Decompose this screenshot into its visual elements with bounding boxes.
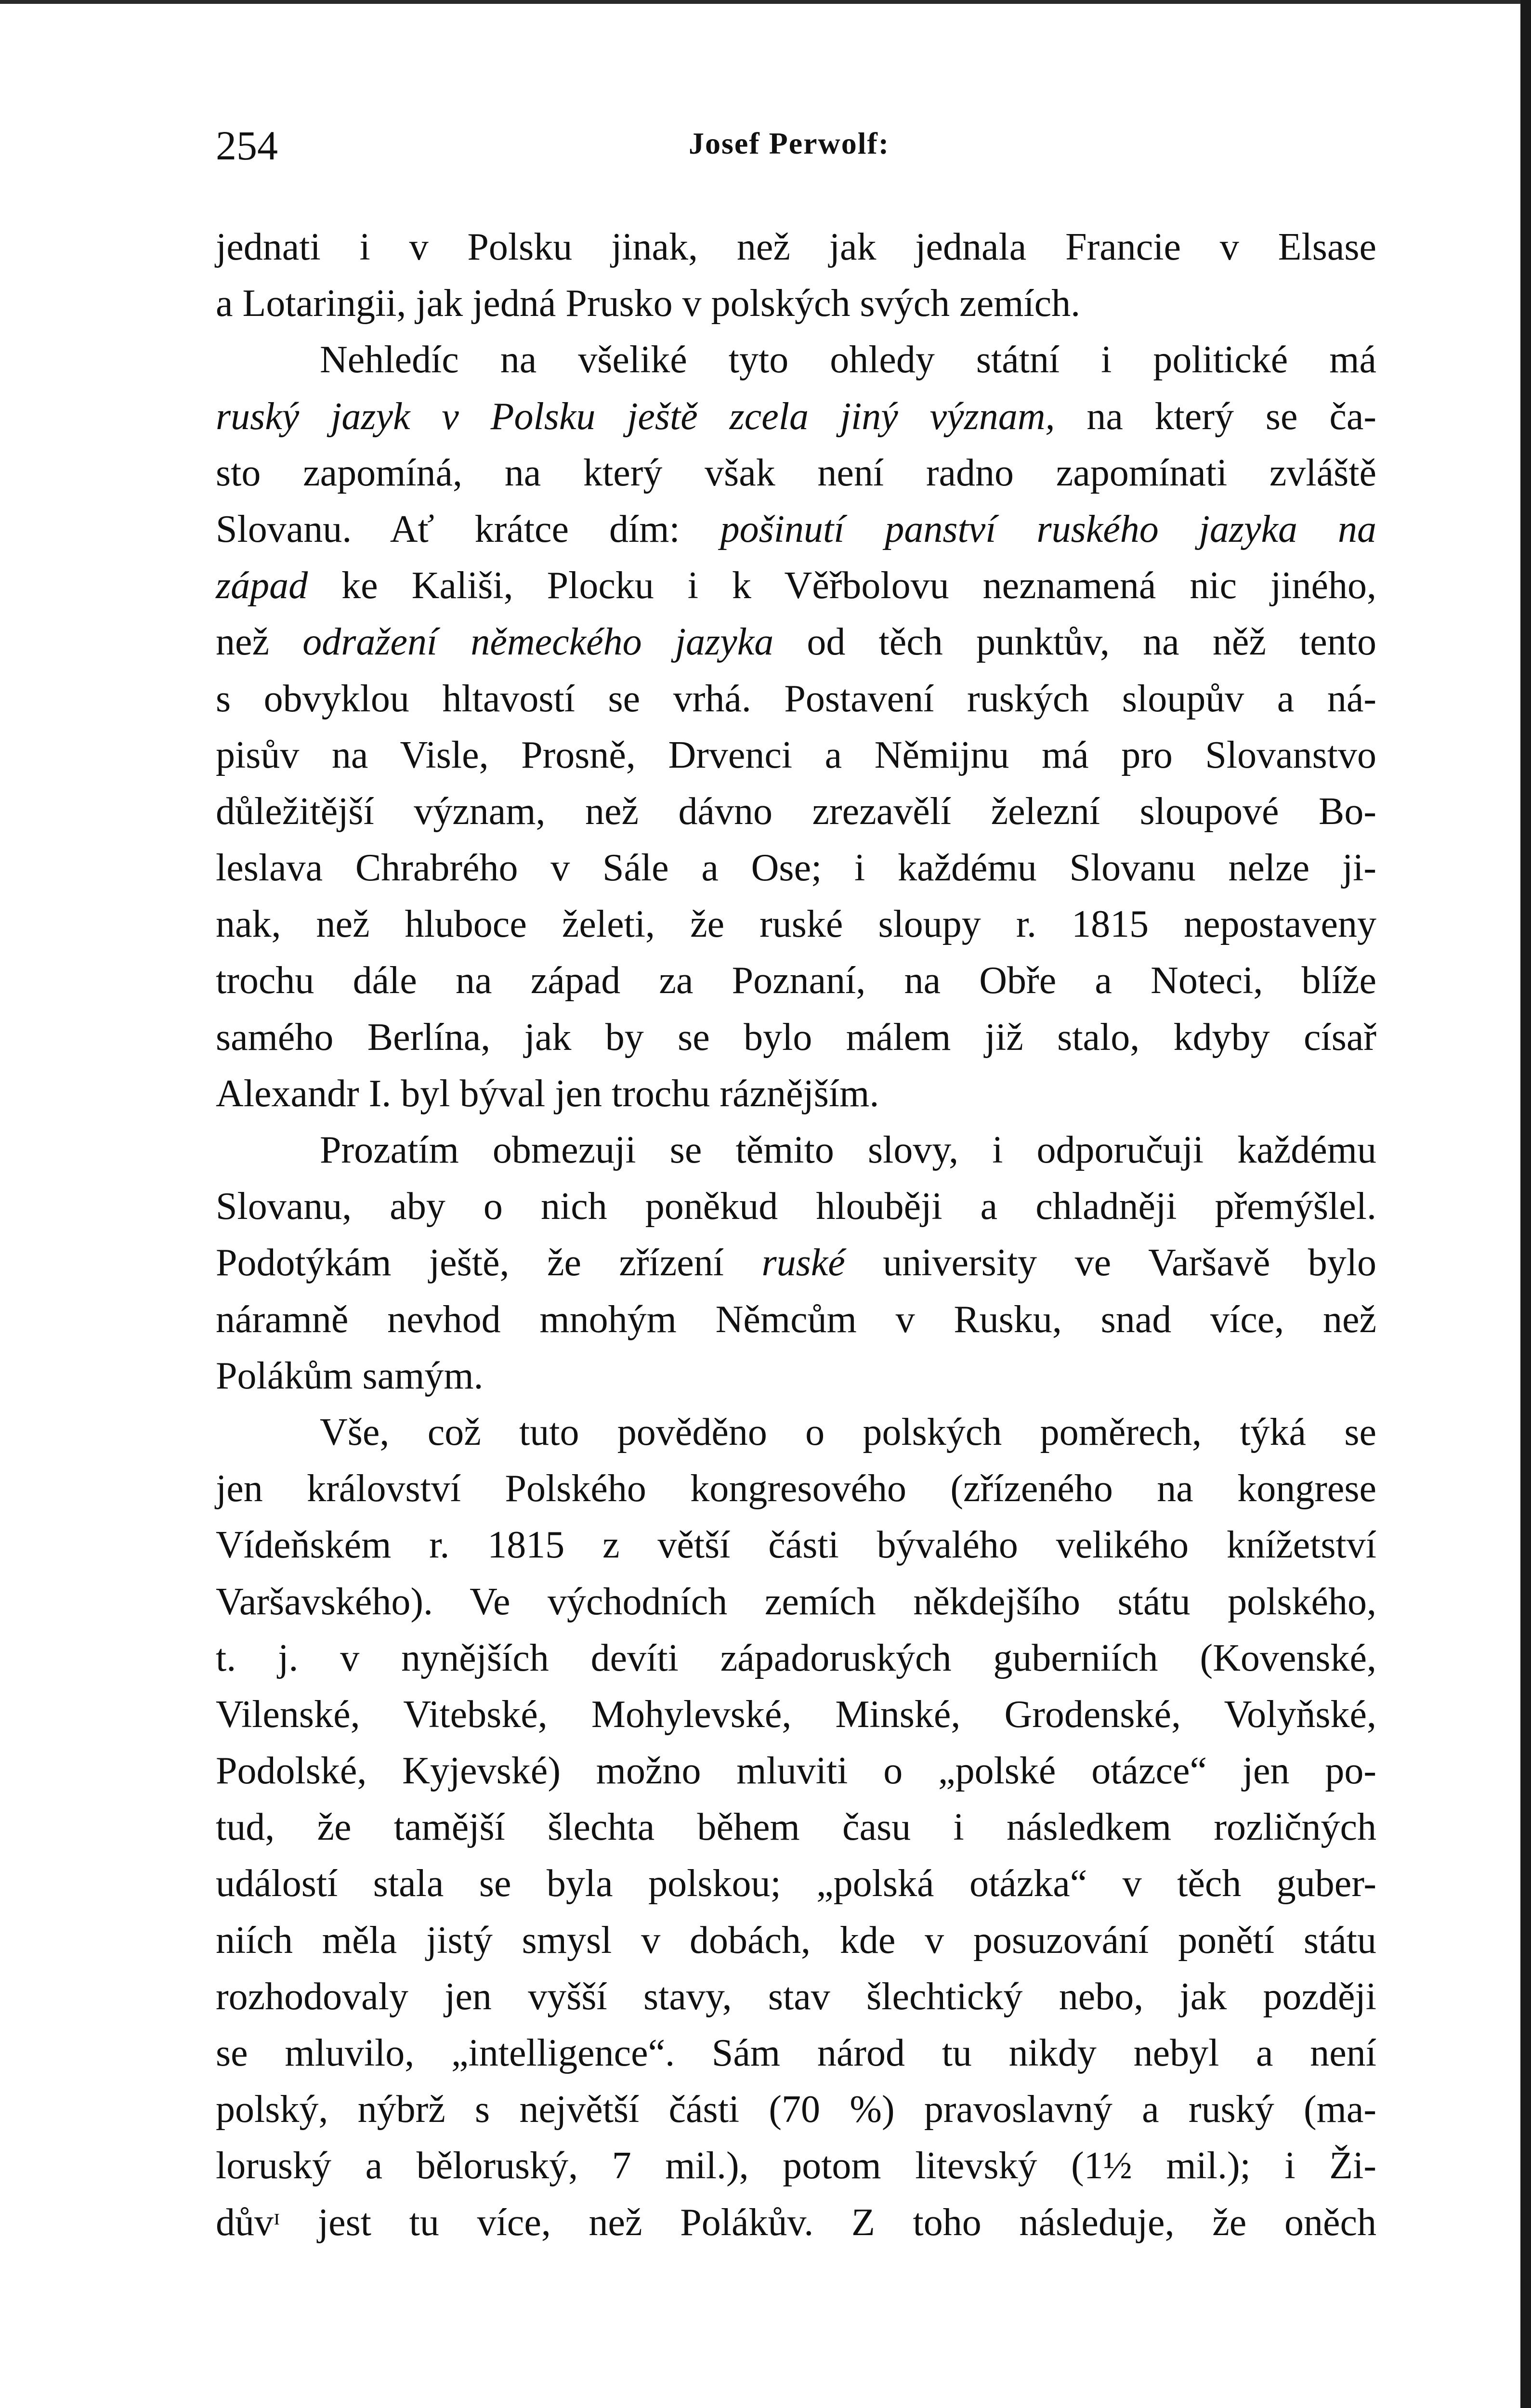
text-fragment: university ve Varšavě bylo (845, 1242, 1377, 1284)
page-header (216, 112, 1381, 169)
text-line: pisův na Visle, Prosně, Drvenci a Němĳnu má pro Slovanstvo (216, 733, 1376, 776)
text-fragment: od těch punktův, na něž tento (773, 621, 1376, 664)
text-line: Nehledíc na všeliké tyto ohledy státní i politické má (320, 339, 1376, 381)
text-line: t. j. v nynějších devíti západoruských guberniích (Kovenské, (216, 1636, 1376, 1679)
text-line: sto zapomíná, na který však není radno zapomínati zvláště (216, 451, 1376, 494)
text-line: niích měla jistý smysl v dobách, kde v posuzování ponětí státu (216, 1919, 1376, 1962)
italic-phrase: pošinutí panství ruského jazyka na (720, 508, 1376, 550)
text-line: tud, že tamější šlechta během času i následkem rozličných (216, 1806, 1376, 1849)
italic-phrase: západ (216, 564, 308, 607)
text-line (216, 614, 1376, 670)
running-title: Josef Perwolf: (689, 126, 890, 160)
text-line: jen království Polského kongresového (zřízeného na kongrese (216, 1467, 1376, 1510)
text-line: událostí stala se byla polskou; „polská otázka“ v těch guber- (216, 1862, 1376, 1905)
text-line: Vilenské, Vitebské, Mohylevské, Minské, Grodenské, Volyňské, (216, 1693, 1376, 1736)
text-fragment: na který se ča- (1055, 395, 1376, 438)
scan-edge-right (1520, 0, 1531, 2408)
text-line: náramně nevhod mnohým Němcům v Rusku, snad více, než (216, 1298, 1376, 1341)
text-line: leslava Chrabrého v Sále a Ose; i každému Slovanu nelze ji- (216, 847, 1376, 890)
text-line: Varšavského). Ve východních zemích někdejšího státu polského, (216, 1580, 1376, 1623)
text-line: nak, než hluboce želeti, že ruské sloupy r. 1815 nepostaveny (216, 903, 1376, 946)
text-fragment: ke Kališi, Plocku i k Věřbolovu neznamená nic jiného, (308, 564, 1376, 607)
text-line (216, 1235, 1376, 1291)
text-line: Vídeňském r. 1815 z větší části bývalého velikého knížetství (216, 1524, 1376, 1567)
italic-phrase: ruské (761, 1242, 845, 1284)
italic-phrase: ruský jazyk v Polsku ještě zcela jiný význam, (216, 395, 1055, 438)
text-line (216, 558, 1376, 614)
body-text (216, 219, 1376, 2251)
text-line: rozhodovaly jen vyšší stavy, stav šlechtický nebo, jak později (216, 1975, 1376, 2018)
text-line: Podolské, Kyjevské) možno mluviti o „polské otázce“ jen po- (216, 1750, 1376, 1793)
text-line: Prozatím obmezuji se těmito slovy, i odporučuji každému (320, 1129, 1376, 1171)
text-line: Polákům samým. (216, 1354, 484, 1397)
text-line (216, 501, 1376, 558)
page-number: 254 (216, 122, 278, 169)
text-line: polský, nýbrž s největší části (70 %) pravoslavný a ruský (ma- (216, 2088, 1376, 2131)
text-line: Slovanu, aby o nich poněkud hlouběji a chladněji přemýšlel. (216, 1185, 1376, 1228)
text-fragment: Podotýkám ještě, že zřízení (216, 1242, 762, 1284)
text-line: s obvyklou hltavostí se vrhá. Postavení ruských sloupův a ná- (216, 677, 1376, 720)
text-line: důležitější význam, než dávno zrezavělí železní sloupové Bo- (216, 790, 1376, 833)
text-line: jednati i v Polsku jinak, než jak jednala Francie v Elsase (216, 226, 1376, 268)
text-line: se mluvilo, „intelligence“. Sám národ tu nikdy nebyl a není (216, 2032, 1376, 2074)
text-line: Vše, což tuto pověděno o polských poměrech, týká se (320, 1411, 1376, 1453)
text-line: a Lotaringii, jak jedná Prusko v polských svých zemích. (216, 282, 1081, 325)
text-line (216, 389, 1376, 445)
text-line: loruský a běloruský, 7 mil.), potom litevský (1½ mil.); i Ži- (216, 2145, 1376, 2187)
scan-edge-top (0, 0, 1531, 4)
italic-phrase: odražení německého jazyka (302, 621, 774, 664)
text-line: samého Berlína, jak by se bylo málem již stalo, kdyby císař (216, 1016, 1376, 1059)
text-fragment: než (216, 621, 303, 664)
text-fragment: Slovanu. Ať krátce dím: (216, 508, 720, 550)
text-line: trochu dále na západ za Poznaní, na Obře a Noteci, blíže (216, 959, 1376, 1002)
text-line: Alexandr I. byl býval jen trochu ráznějším. (216, 1072, 879, 1115)
text-line: důvᶦ jest tu více, než Polákův. Z toho následuje, že oněch (216, 2201, 1376, 2244)
